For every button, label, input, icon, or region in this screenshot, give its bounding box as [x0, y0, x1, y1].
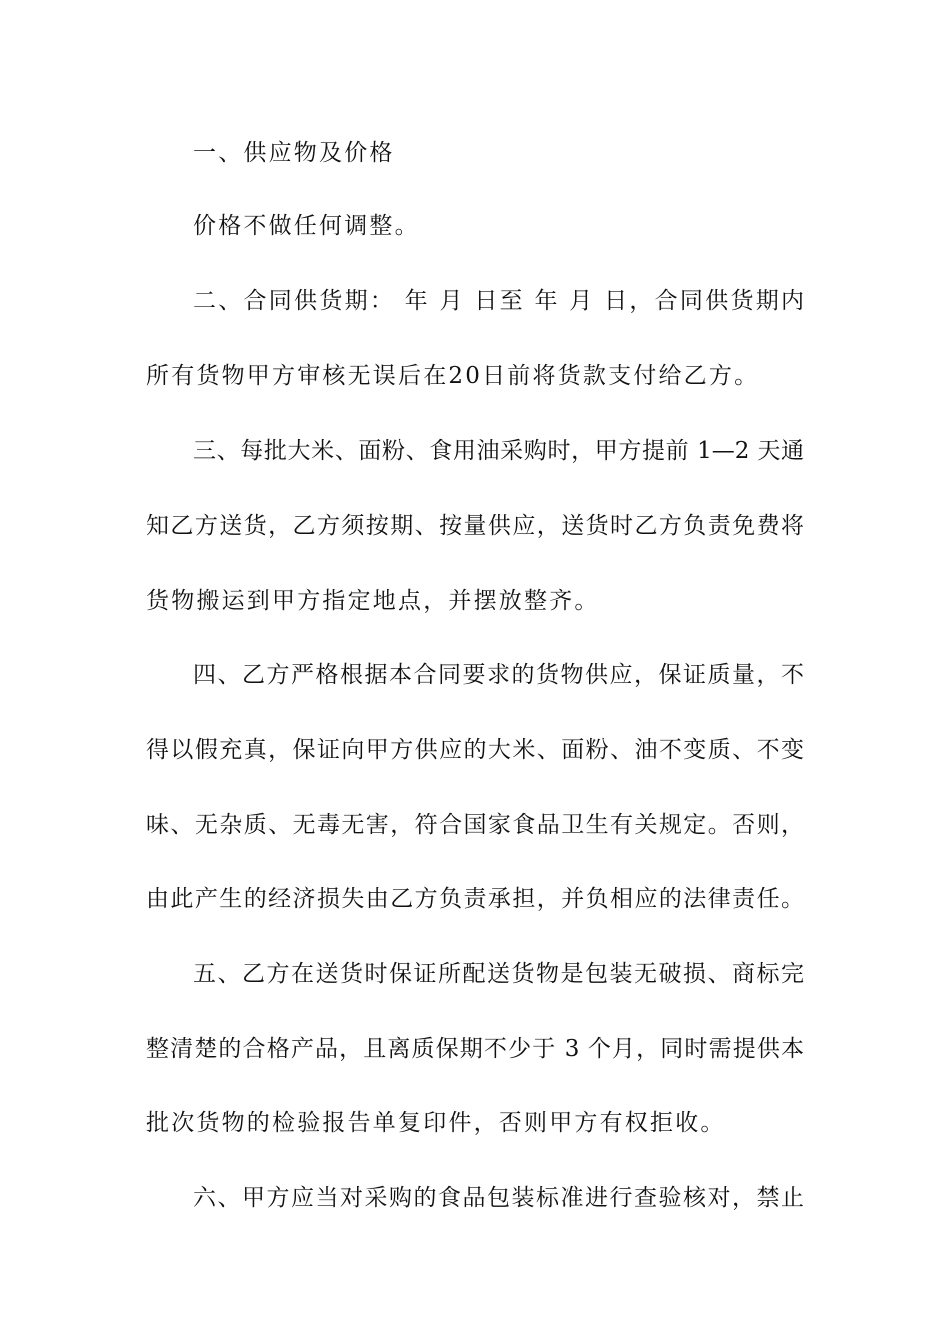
section-1-text: 价格不做任何调整。 — [193, 213, 420, 239]
section-5-line-2: 整清楚的合格产品，且离质保期不少于 3 个月，同时需提供本 — [146, 1036, 804, 1062]
section-4-line-1: 四、乙方严格根据本合同要求的货物供应，保证质量，不 — [193, 662, 804, 688]
section-3-line-1: 三、每批大米、面粉、食用油采购时，甲方提前 1—2 天通 — [193, 438, 804, 464]
section-4-line-4: 由此产生的经济损失由乙方负责承担，并负相应的法律责任。 — [146, 886, 804, 912]
section-2-line-1: 二、合同供货期： 年 月 日至 年 月 日，合同供货期内 — [193, 288, 804, 314]
section-4-line-2: 得以假充真，保证向甲方供应的大米、面粉、油不变质、不变 — [146, 737, 804, 763]
section-5-line-3: 批次货物的检验报告单复印件，否则甲方有权拒收。 — [146, 1110, 726, 1136]
section-4-line-3: 味、无杂质、无毒无害，符合国家食品卫生有关规定。否则， — [146, 812, 804, 838]
section-2-line-2: 所有货物甲方审核无误后在20日前将货款支付给乙方。 — [146, 363, 760, 389]
section-3-line-2: 知乙方送货，乙方须按期、按量供应，送货时乙方负责免费将 — [146, 513, 804, 539]
section-5-line-1: 五、乙方在送货时保证所配送货物是包装无破损、商标完 — [193, 961, 804, 987]
section-6-line-1: 六、甲方应当对采购的食品包装标准进行查验核对，禁止 — [193, 1185, 804, 1211]
section-3-line-3: 货物搬运到甲方指定地点，并摆放整齐。 — [146, 588, 600, 614]
section-1-heading: 一、供应物及价格 — [193, 140, 395, 166]
